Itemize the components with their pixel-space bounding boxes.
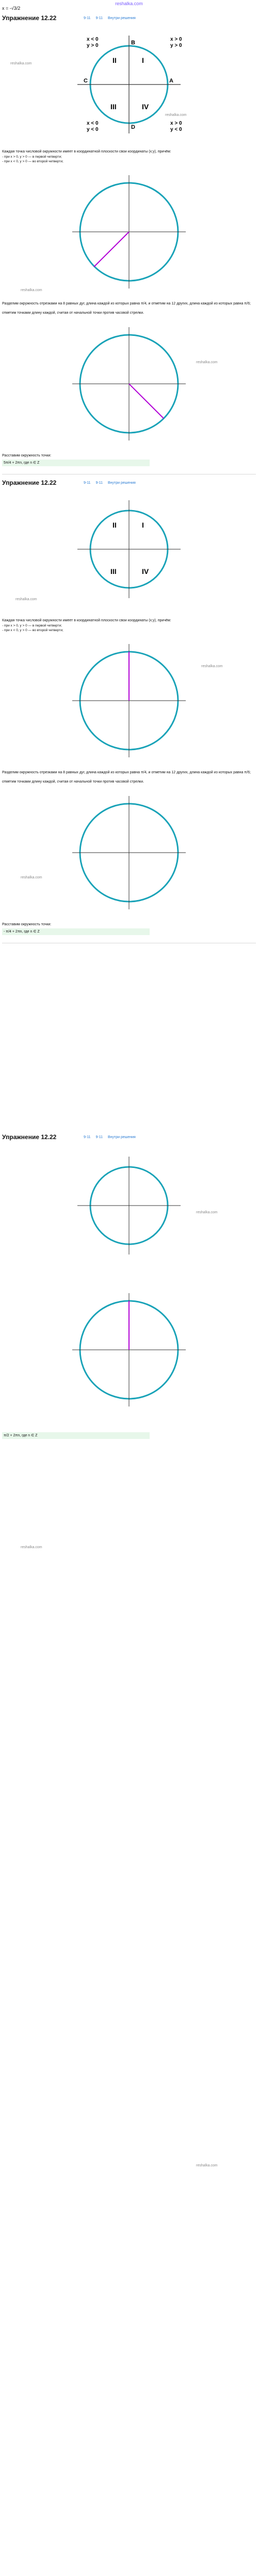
quad-iii: III bbox=[110, 103, 117, 111]
quad-iv: IV bbox=[142, 103, 149, 111]
svg-text:x > 0: x > 0 bbox=[170, 121, 182, 126]
quadrant-svg bbox=[36, 23, 222, 146]
svg-text:x > 0: x > 0 bbox=[170, 37, 182, 42]
toolbar-share[interactable]: Внутри решения bbox=[108, 16, 136, 20]
site-title[interactable]: reshalka.com bbox=[115, 1, 143, 6]
quad-ii: II bbox=[112, 56, 117, 64]
para-3: отметим точками длину каждой, считая от начальной точки против часовой стрелки. bbox=[2, 311, 144, 315]
svg-text:x < 0: x < 0 bbox=[87, 121, 99, 126]
quadrant-diagram-3 bbox=[36, 1144, 222, 1267]
svg-text:IV: IV bbox=[142, 567, 149, 575]
top-formula: x = -√3/2 bbox=[2, 6, 21, 11]
quad-i: I bbox=[142, 56, 144, 64]
answer-2: - π/4 + 2πn, где n ∈ Z bbox=[2, 928, 150, 935]
svg-text:B: B bbox=[131, 40, 135, 46]
unit-circle-2 bbox=[36, 322, 222, 446]
svg-text:I: I bbox=[142, 521, 144, 529]
svg-text:III: III bbox=[110, 567, 117, 575]
answer-3: π/2 + 2πn, где n ∈ Z bbox=[2, 1432, 150, 1439]
para-4: Расставим окружность точки: bbox=[2, 454, 52, 457]
toolbar-2: 9-11 9-11 Внутри решения bbox=[84, 481, 136, 485]
toolbar-left[interactable]: 9-11 bbox=[84, 16, 91, 20]
unit-circle-5 bbox=[36, 1288, 222, 1412]
unit-circle-3 bbox=[36, 639, 222, 762]
answer-1: 5π/4 + 2πn, где n ∈ Z bbox=[2, 460, 150, 466]
svg-text:II: II bbox=[112, 521, 117, 529]
page: reshalka.com x = -√3/2 Упражнение 12.22 9-11 9-11 Внутри решения I II III IV x > 0 y > 0 x < 0 y > 0 x < 0 y < 0 x > 0 y < 0 A B C D Каждая точка числовой окружности имеет в координатной плоскости свои координаты (x;y), причём: - при x > 0, y > 0 — в первой четверти; - при x < 0, y > 0 — во второй четверти; Разделим окружность отрезками на 8 равных дуг, длина каждой из которых равна π/4, и отметим на 12 других, длина каждой из которых равна π/6; отметим точками длину каждой, считая от начальной точки против часовой стрелки. Расставим окружность точки: 5π/4 + 2πn, где n ∈ Z Упражнение 12.22 9-11 9-11 Внутри решения I II III IV Каждая точка числовой окружности имеет в координатной плоскости свои координаты (x;y), причём: - при x > 0, y > 0 — в первой четверти; - при x < 0, y > 0 — во второй четверти; Разделим окружность отрезками на 8 равных дуг, длина каждой из которых равна π/4, и отметим на 12 других, длина каждой из которых равна π/6; отметим точками длину каждой, считая от начальной точки против часовой стрелки. Расставим окружность точки: - π/4 + 2πn, где n ∈ Z Упражнение 12.22 9-11 9-11 Внутри решения π/2 + 2πn, где n ∈ Z reshalka.com reshalka.com reshalka.com reshalka.com reshalka.com reshalka.com reshalka.com reshalka.com reshalka.com reshalka.com bbox=[0, 0, 258, 2576]
quadrant-diagram-1 bbox=[36, 23, 222, 146]
para-1-b: Каждая точка числовой окружности имеет в координатной плоскости свои координаты (x;y), причём: bbox=[2, 619, 171, 622]
toolbar-right[interactable]: 9-11 bbox=[95, 16, 103, 20]
svg-text:y > 0: y > 0 bbox=[87, 43, 99, 48]
svg-text:y < 0: y < 0 bbox=[87, 127, 99, 132]
toolbar-1 bbox=[84, 14, 136, 22]
para-2: Разделим окружность отрезками на 8 равных дуг, длина каждой из которых равна π/4, и отметим на 12 других, длина каждой из которых равна π/6; bbox=[2, 302, 251, 306]
svg-text:D: D bbox=[131, 124, 135, 130]
svg-text:A: A bbox=[169, 78, 173, 84]
svg-text:C: C bbox=[84, 78, 88, 84]
para-1b: - при x < 0, y > 0 — во второй четверти; bbox=[2, 160, 63, 163]
svg-text:y > 0: y > 0 bbox=[170, 43, 182, 48]
exercise-heading: Упражнение 12.22 bbox=[2, 14, 57, 22]
quadrant-diagram-2 bbox=[36, 487, 222, 611]
unit-circle-1 bbox=[36, 170, 222, 294]
svg-text:x < 0: x < 0 bbox=[87, 37, 99, 42]
para-1: Каждая точка числовой окружности имеет в координатной плоскости свои координаты (x;y), причём: bbox=[2, 150, 171, 154]
para-1a: - при x > 0, y > 0 — в первой четверти; bbox=[2, 155, 62, 159]
svg-text:y < 0: y < 0 bbox=[170, 127, 182, 132]
exercise-heading-2: Упражнение 12.22 bbox=[2, 479, 57, 486]
unit-circle-4 bbox=[36, 791, 222, 914]
